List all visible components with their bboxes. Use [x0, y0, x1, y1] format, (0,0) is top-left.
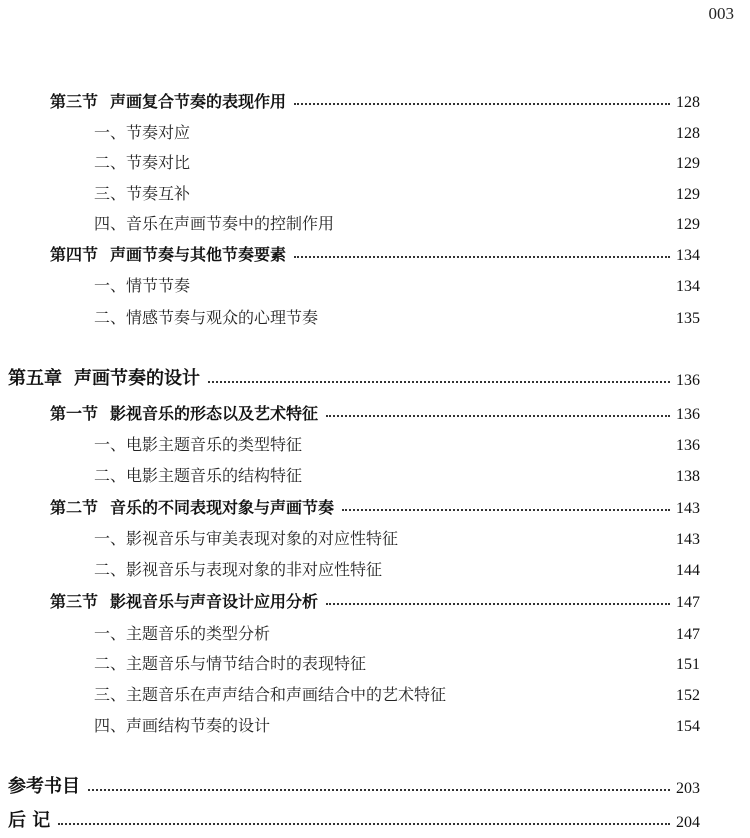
item-title: 二、影视音乐与表现对象的非对应性特征 — [94, 560, 383, 579]
toc-item-entry[interactable] — [94, 648, 700, 674]
item-title: 二、主题音乐与情节结合时的表现特征 — [94, 654, 367, 673]
page-ref: 136 — [676, 372, 700, 389]
toc-item-entry[interactable] — [94, 117, 700, 143]
page-ref: 138 — [676, 468, 700, 485]
item-title: 一、影视音乐与审美表现对象的对应性特征 — [94, 529, 399, 548]
toc-item-entry[interactable] — [94, 554, 700, 580]
page-ref: 143 — [676, 531, 700, 548]
bibliography-title: 参考书目 — [8, 776, 80, 797]
section-title: 影视音乐的形态以及艺术特征 — [110, 404, 319, 423]
section-number: 第一节 — [50, 404, 99, 423]
item-title: 二、电影主题音乐的结构特征 — [94, 466, 303, 485]
section-title: 影视音乐与声音设计应用分析 — [110, 592, 319, 611]
item-title: 三、主题音乐在声声结合和声画结合中的艺术特征 — [94, 685, 447, 704]
page-ref: 129 — [676, 216, 700, 233]
page-ref: 147 — [676, 594, 700, 611]
page-ref: 136 — [676, 437, 700, 454]
toc-section-entry[interactable] — [50, 492, 700, 518]
item-title: 四、声画结构节奏的设计 — [94, 716, 271, 735]
toc-item-entry[interactable] — [94, 618, 700, 644]
page-number: 003 — [708, 4, 734, 23]
leader-dots — [326, 603, 670, 605]
toc-chapter-entry[interactable] — [8, 364, 700, 390]
page-ref: 147 — [676, 626, 700, 643]
toc-item-entry[interactable] — [94, 679, 700, 705]
page-ref: 144 — [676, 562, 700, 579]
item-title: 三、节奏互补 — [94, 184, 191, 203]
toc-section-entry[interactable] — [50, 86, 700, 112]
page-ref: 135 — [676, 310, 700, 327]
toc-item-entry[interactable] — [94, 270, 700, 296]
chapter-title: 声画节奏的设计 — [74, 368, 200, 389]
item-title: 一、节奏对应 — [94, 123, 191, 142]
leader-dots — [208, 381, 670, 383]
item-title: 二、节奏对比 — [94, 153, 191, 172]
toc-section-entry[interactable] — [50, 398, 700, 424]
leader-dots — [294, 103, 670, 105]
page-ref: 134 — [676, 247, 700, 264]
section-number: 第三节 — [50, 92, 99, 111]
toc-item-entry[interactable] — [94, 710, 700, 736]
toc-item-entry[interactable] — [94, 302, 700, 328]
page-ref: 154 — [676, 718, 700, 735]
toc-item-entry[interactable] — [94, 523, 700, 549]
page-ref: 134 — [676, 278, 700, 295]
item-title: 一、情节节奏 — [94, 276, 191, 295]
toc-section-entry[interactable] — [50, 239, 700, 265]
section-title: 音乐的不同表现对象与声画节奏 — [110, 498, 335, 517]
page-ref: 204 — [676, 814, 700, 831]
section-number: 第四节 — [50, 245, 99, 264]
item-title: 一、主题音乐的类型分析 — [94, 624, 271, 643]
leader-dots — [58, 823, 670, 825]
page-ref: 129 — [676, 155, 700, 172]
item-title: 一、电影主题音乐的类型特征 — [94, 435, 303, 454]
leader-dots — [294, 256, 670, 258]
page-ref: 152 — [676, 687, 700, 704]
toc-chapter-entry[interactable] — [8, 772, 700, 798]
toc-chapter-entry[interactable] — [8, 806, 700, 832]
page-ref: 143 — [676, 500, 700, 517]
leader-dots — [88, 789, 670, 791]
leader-dots — [342, 509, 670, 511]
toc-item-entry[interactable] — [94, 208, 700, 234]
page-ref: 128 — [676, 94, 700, 111]
afterword-title: 后 记 — [8, 810, 51, 831]
section-number: 第二节 — [50, 498, 99, 517]
section-number: 第三节 — [50, 592, 99, 611]
page-ref: 128 — [676, 125, 700, 142]
page-ref: 151 — [676, 656, 700, 673]
item-title: 四、音乐在声画节奏中的控制作用 — [94, 214, 335, 233]
toc-item-entry[interactable] — [94, 460, 700, 486]
toc-item-entry[interactable] — [94, 147, 700, 173]
page-ref: 136 — [676, 406, 700, 423]
toc-section-entry[interactable] — [50, 586, 700, 612]
section-title: 声画节奏与其他节奏要素 — [110, 245, 287, 264]
page-ref: 203 — [676, 780, 700, 797]
section-title: 声画复合节奏的表现作用 — [110, 92, 287, 111]
chapter-number: 第五章 — [8, 368, 62, 389]
toc-item-entry[interactable] — [94, 178, 700, 204]
toc-item-entry[interactable] — [94, 429, 700, 455]
leader-dots — [326, 415, 670, 417]
page-ref: 129 — [676, 186, 700, 203]
item-title: 二、情感节奏与观众的心理节奏 — [94, 308, 319, 327]
